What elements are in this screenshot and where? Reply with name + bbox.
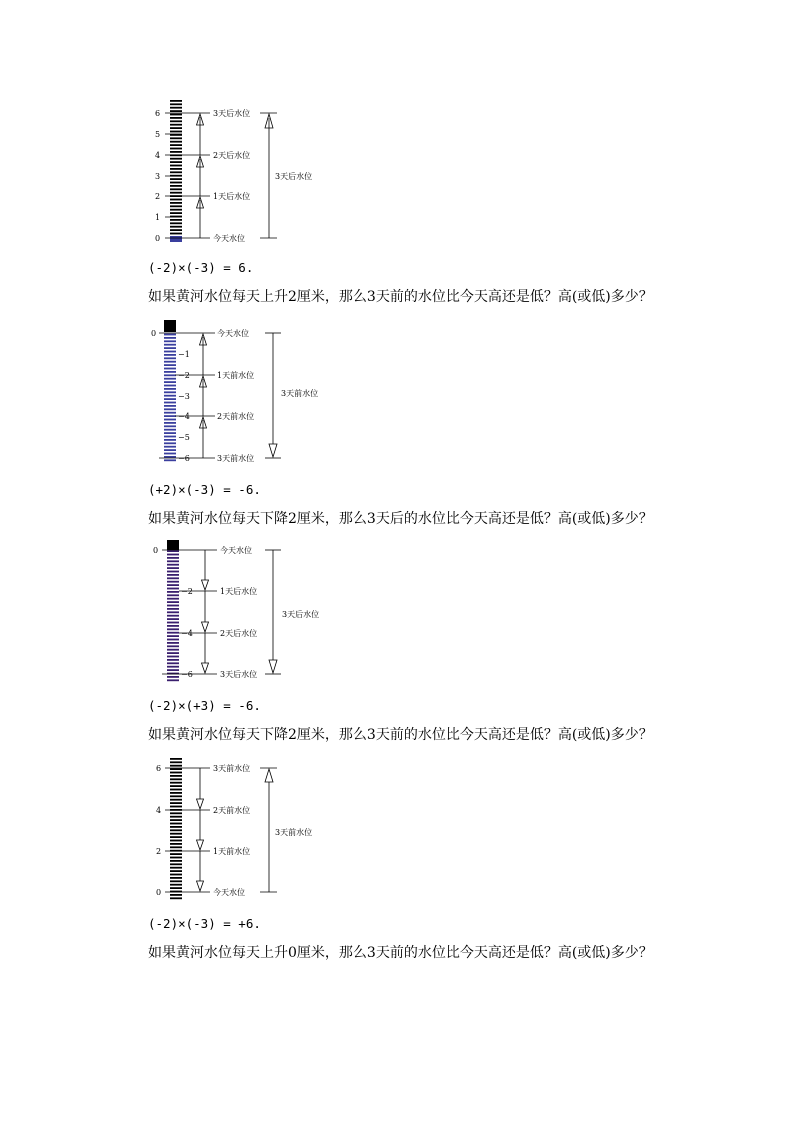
gauge-stripe bbox=[170, 806, 182, 808]
gauge-stripe bbox=[164, 395, 176, 397]
scale-2: 2 bbox=[155, 192, 161, 201]
gauge-stripe bbox=[170, 823, 182, 825]
gauge-stripe bbox=[170, 219, 182, 221]
gauge-stripe bbox=[170, 880, 182, 882]
gauge-stripe bbox=[167, 652, 179, 654]
figure-4-diagram bbox=[145, 754, 345, 904]
equation-1: (-2)×(-3) = 6. bbox=[148, 260, 254, 275]
gauge-stripe bbox=[170, 819, 182, 821]
gauge-stripe bbox=[167, 628, 179, 630]
gauge-stripe bbox=[170, 860, 182, 862]
gauge-stripe bbox=[164, 378, 176, 380]
gauge-stripe bbox=[170, 158, 182, 160]
gauge-stripe bbox=[170, 863, 182, 865]
gauge-stripe bbox=[167, 645, 179, 647]
gauge-1 bbox=[170, 100, 182, 242]
gauge-stripe bbox=[170, 812, 182, 814]
label-today: 今天水位 bbox=[217, 329, 249, 338]
gauge-stripe bbox=[170, 778, 182, 780]
gauge-stripe bbox=[167, 588, 179, 590]
label-day1-after: 1天后水位 bbox=[220, 587, 258, 596]
gauge-stripe bbox=[170, 100, 182, 102]
gauge-stripe bbox=[170, 178, 182, 180]
total-arrow bbox=[265, 769, 273, 892]
label-day2-before: 2天前水位 bbox=[217, 412, 255, 421]
gauge-stripe bbox=[170, 185, 182, 187]
gauge-stripe bbox=[167, 571, 179, 573]
label-day2-after: 2天后水位 bbox=[220, 629, 258, 638]
gauge-stripe bbox=[167, 622, 179, 624]
gauge-stripe bbox=[164, 337, 176, 339]
gauge-stripe bbox=[170, 120, 182, 122]
scale-5: 5 bbox=[155, 130, 161, 139]
gauge-stripe bbox=[167, 581, 179, 583]
gauge-stripe bbox=[164, 429, 176, 431]
gauge-stripe bbox=[164, 432, 176, 434]
label-today: 今天水位 bbox=[213, 234, 245, 243]
scale-neg4: −4 bbox=[181, 629, 193, 638]
gauge-stripe bbox=[170, 103, 182, 105]
gauge-stripe bbox=[170, 829, 182, 831]
gauge-stripe bbox=[164, 347, 176, 349]
gauge-stripe bbox=[170, 209, 182, 211]
gauge-3 bbox=[167, 540, 179, 682]
day-arrows bbox=[197, 768, 204, 891]
gauge-stripe bbox=[170, 846, 182, 848]
gauge-stripe bbox=[164, 371, 176, 373]
gauge-stripe bbox=[167, 574, 179, 576]
gauge-stripe bbox=[170, 107, 182, 109]
gauge-stripe bbox=[170, 877, 182, 879]
gauge-stripe bbox=[170, 168, 182, 170]
gauge-stripe bbox=[164, 368, 176, 370]
scale-6: 6 bbox=[155, 109, 161, 118]
gauge-stripe bbox=[170, 775, 182, 777]
gauge-stripe bbox=[170, 131, 182, 133]
gauge-stripe bbox=[167, 567, 179, 569]
gauge-stripe bbox=[170, 802, 182, 804]
gauge-stripe bbox=[170, 761, 182, 763]
gauge-stripe bbox=[164, 412, 176, 414]
figure-1-diagram bbox=[145, 96, 345, 246]
gauge-stripe bbox=[170, 799, 182, 801]
gauge-stripe bbox=[164, 436, 176, 438]
label-day3-before: 3天前水位 bbox=[217, 454, 255, 463]
gauge-stripe bbox=[164, 422, 176, 424]
gauge-stripe bbox=[170, 148, 182, 150]
gauge-stripe bbox=[164, 442, 176, 444]
gauge-stripe bbox=[167, 642, 179, 644]
gauge-stripe bbox=[164, 385, 176, 387]
scale-labels bbox=[156, 764, 161, 897]
gauge-stripe bbox=[170, 782, 182, 784]
gauge-stripe bbox=[170, 765, 182, 767]
equation-3: (-2)×(+3) = -6. bbox=[148, 698, 261, 713]
day-arrows bbox=[200, 334, 207, 458]
scale-neg2: −2 bbox=[181, 587, 193, 596]
scale-neg6: −6 bbox=[181, 670, 193, 679]
day-arrows bbox=[197, 114, 204, 238]
label-day3-before: 3天前水位 bbox=[213, 764, 251, 773]
gauge-stripe bbox=[164, 405, 176, 407]
gauge-stripe bbox=[164, 351, 176, 353]
scale-0: 0 bbox=[155, 234, 161, 243]
gauge-stripe bbox=[170, 887, 182, 889]
gauge-stripe bbox=[164, 459, 176, 461]
scale-neg5: −5 bbox=[178, 433, 190, 442]
gauge-stripe bbox=[170, 867, 182, 869]
scale-3: 3 bbox=[155, 172, 161, 181]
gauge-stripe bbox=[167, 577, 179, 579]
gauge-stripe bbox=[170, 768, 182, 770]
gauge-stripe bbox=[167, 659, 179, 661]
gauge-stripe bbox=[170, 124, 182, 126]
gauge-stripe bbox=[167, 591, 179, 593]
gauge-stripe bbox=[170, 188, 182, 190]
gauge-stripe bbox=[164, 402, 176, 404]
gauge-stripe bbox=[164, 449, 176, 451]
gauge-stripe bbox=[170, 772, 182, 774]
gauge-stripe bbox=[164, 357, 176, 359]
gauge-stripe bbox=[164, 439, 176, 441]
label-total: 3天前水位 bbox=[281, 389, 319, 398]
question-3: 如果黄河水位每天下降2厘米，那么3天前的水位比今天高还是低？高(或低)多少？ bbox=[148, 727, 653, 743]
gauge-stripe bbox=[170, 161, 182, 163]
scale-neg3: −3 bbox=[178, 392, 190, 401]
gauge-stripe bbox=[170, 870, 182, 872]
gauge-stripe bbox=[167, 635, 179, 637]
gauge-stripe bbox=[170, 202, 182, 204]
gauge-stripe bbox=[167, 666, 179, 668]
gauge-stripe bbox=[164, 340, 176, 342]
label-day3: 3天后水位 bbox=[213, 109, 251, 118]
label-day3-after: 3天后水位 bbox=[220, 670, 258, 679]
figure-3-diagram bbox=[145, 536, 345, 686]
gauge-stripe bbox=[164, 398, 176, 400]
scale-6: 6 bbox=[156, 764, 162, 773]
gauge-stripe bbox=[170, 233, 182, 235]
label-day2-before: 2天前水位 bbox=[213, 806, 251, 815]
question-4: 如果黄河水位每天上升0厘米，那么3天前的水位比今天高还是低？高(或低)多少？ bbox=[148, 945, 653, 961]
figure-1-water-level bbox=[145, 96, 345, 246]
gauge-stripe bbox=[170, 114, 182, 116]
gauge-stripe bbox=[170, 833, 182, 835]
label-day1-before: 1天前水位 bbox=[213, 847, 251, 856]
gauge-stripe bbox=[170, 165, 182, 167]
gauge-stripe bbox=[167, 584, 179, 586]
gauge-stripe bbox=[167, 557, 179, 559]
gauge-stripe bbox=[170, 212, 182, 214]
gauge-stripe bbox=[170, 137, 182, 139]
gauge-stripe bbox=[170, 836, 182, 838]
equation-2: (+2)×(-3) = -6. bbox=[148, 482, 261, 497]
gauge-stripe bbox=[164, 456, 176, 458]
figure-3-water-level bbox=[145, 536, 345, 686]
scale-4: 4 bbox=[155, 151, 161, 160]
gauge-stripe bbox=[170, 117, 182, 119]
gauge-stripe bbox=[167, 669, 179, 671]
gauge-stripe bbox=[164, 344, 176, 346]
gauge-stripe bbox=[164, 391, 176, 393]
gauge-stripe bbox=[170, 192, 182, 194]
scale-neg4: −4 bbox=[178, 412, 190, 421]
gauge-stripe bbox=[170, 226, 182, 228]
gauge-stripe bbox=[170, 853, 182, 855]
gauge-stripe bbox=[170, 127, 182, 129]
gauge-stripe bbox=[164, 425, 176, 427]
day-arrows bbox=[202, 550, 209, 673]
gauge-stripe bbox=[164, 408, 176, 410]
scale-4: 4 bbox=[156, 806, 162, 815]
scale-labels bbox=[155, 109, 160, 243]
total-arrow bbox=[265, 114, 273, 238]
gauge-stripe bbox=[167, 560, 179, 562]
gauge-stripe bbox=[170, 789, 182, 791]
gauge-stripe bbox=[164, 446, 176, 448]
gauge-stripe bbox=[164, 388, 176, 390]
question-2: 如果黄河水位每天下降2厘米，那么3天后的水位比今天高还是低？高(或低)多少？ bbox=[148, 511, 653, 527]
gauge-stripe bbox=[170, 894, 182, 896]
scale-2: 2 bbox=[156, 847, 162, 856]
gauge-stripe bbox=[167, 676, 179, 678]
gauge-stripe bbox=[164, 361, 176, 363]
level-lines bbox=[162, 550, 281, 674]
gauge-stripe bbox=[164, 334, 176, 336]
figure-4-water-level bbox=[145, 754, 345, 904]
total-arrow bbox=[269, 333, 277, 457]
gauge-stripe bbox=[170, 840, 182, 842]
gauge-stripe bbox=[167, 632, 179, 634]
figure-2-diagram bbox=[145, 316, 345, 466]
label-total: 3天前水位 bbox=[275, 828, 313, 837]
label-total: 3天后水位 bbox=[275, 172, 313, 181]
scale-neg1: −1 bbox=[178, 350, 190, 359]
gauge-stripe bbox=[164, 374, 176, 376]
gauge-stripe bbox=[164, 419, 176, 421]
gauge-stripe bbox=[167, 598, 179, 600]
gauge-stripe bbox=[170, 141, 182, 143]
question-1: 如果黄河水位每天上升2厘米，那么3天前的水位比今天高还是低？高(或低)多少？ bbox=[148, 289, 653, 305]
gauge-stripe bbox=[170, 151, 182, 153]
gauge-stripe bbox=[167, 615, 179, 617]
gauge-stripe bbox=[167, 554, 179, 556]
equation-4: (-2)×(-3) = +6. bbox=[148, 916, 261, 931]
gauge-stripe bbox=[170, 229, 182, 231]
gauge-stripe bbox=[170, 874, 182, 876]
gauge-stripe bbox=[170, 826, 182, 828]
gauge-stripe bbox=[170, 785, 182, 787]
gauge-stripe bbox=[170, 110, 182, 112]
gauge-stripe bbox=[170, 199, 182, 201]
gauge-stripe bbox=[167, 662, 179, 664]
total-arrow bbox=[269, 550, 277, 673]
gauge-stripe bbox=[167, 625, 179, 627]
scale-0: 0 bbox=[156, 888, 162, 897]
gauge-stripe bbox=[170, 144, 182, 146]
gauge-stripe bbox=[167, 608, 179, 610]
gauge-2 bbox=[164, 320, 176, 462]
gauge-stripe bbox=[170, 795, 182, 797]
gauge-stripe bbox=[170, 222, 182, 224]
gauge-stripe bbox=[167, 550, 179, 552]
gauge-stripe bbox=[164, 381, 176, 383]
scale-neg6: −6 bbox=[178, 454, 190, 463]
gauge-stripe bbox=[167, 649, 179, 651]
label-day1: 1天后水位 bbox=[213, 192, 251, 201]
gauge-stripe bbox=[167, 639, 179, 641]
gauge-stripe bbox=[167, 679, 179, 681]
gauge-stripe bbox=[167, 618, 179, 620]
scale-neg2: −2 bbox=[178, 371, 190, 380]
label-day2: 2天后水位 bbox=[213, 151, 251, 160]
gauge-4 bbox=[170, 758, 182, 900]
scale-0: 0 bbox=[153, 546, 159, 555]
gauge-stripe bbox=[170, 182, 182, 184]
gauge-stripe bbox=[167, 594, 179, 596]
gauge-stripe bbox=[170, 171, 182, 173]
gauge-stripe bbox=[170, 843, 182, 845]
gauge-stripe bbox=[167, 611, 179, 613]
gauge-stripe bbox=[170, 897, 182, 899]
gauge-stripe bbox=[170, 884, 182, 886]
label-today: 今天水位 bbox=[220, 546, 252, 555]
gauge-stripe bbox=[170, 205, 182, 207]
gauge-stripe bbox=[170, 857, 182, 859]
figure-2-water-level bbox=[145, 316, 345, 466]
gauge-stripe bbox=[170, 758, 182, 760]
label-total: 3天后水位 bbox=[282, 610, 320, 619]
scale-0: 0 bbox=[151, 329, 157, 338]
scale-1: 1 bbox=[155, 213, 161, 222]
gauge-stripe bbox=[164, 415, 176, 417]
gauge-stripe bbox=[167, 564, 179, 566]
gauge-stripe bbox=[164, 364, 176, 366]
gauge-stripe bbox=[170, 816, 182, 818]
gauge-stripe bbox=[164, 354, 176, 356]
gauge-stripe bbox=[167, 656, 179, 658]
gauge-stripe bbox=[164, 453, 176, 455]
gauge-stripe bbox=[167, 605, 179, 607]
gauge-stripe bbox=[167, 601, 179, 603]
label-day1-before: 1天前水位 bbox=[217, 371, 255, 380]
gauge-stripe bbox=[170, 792, 182, 794]
label-today: 今天水位 bbox=[213, 888, 245, 897]
